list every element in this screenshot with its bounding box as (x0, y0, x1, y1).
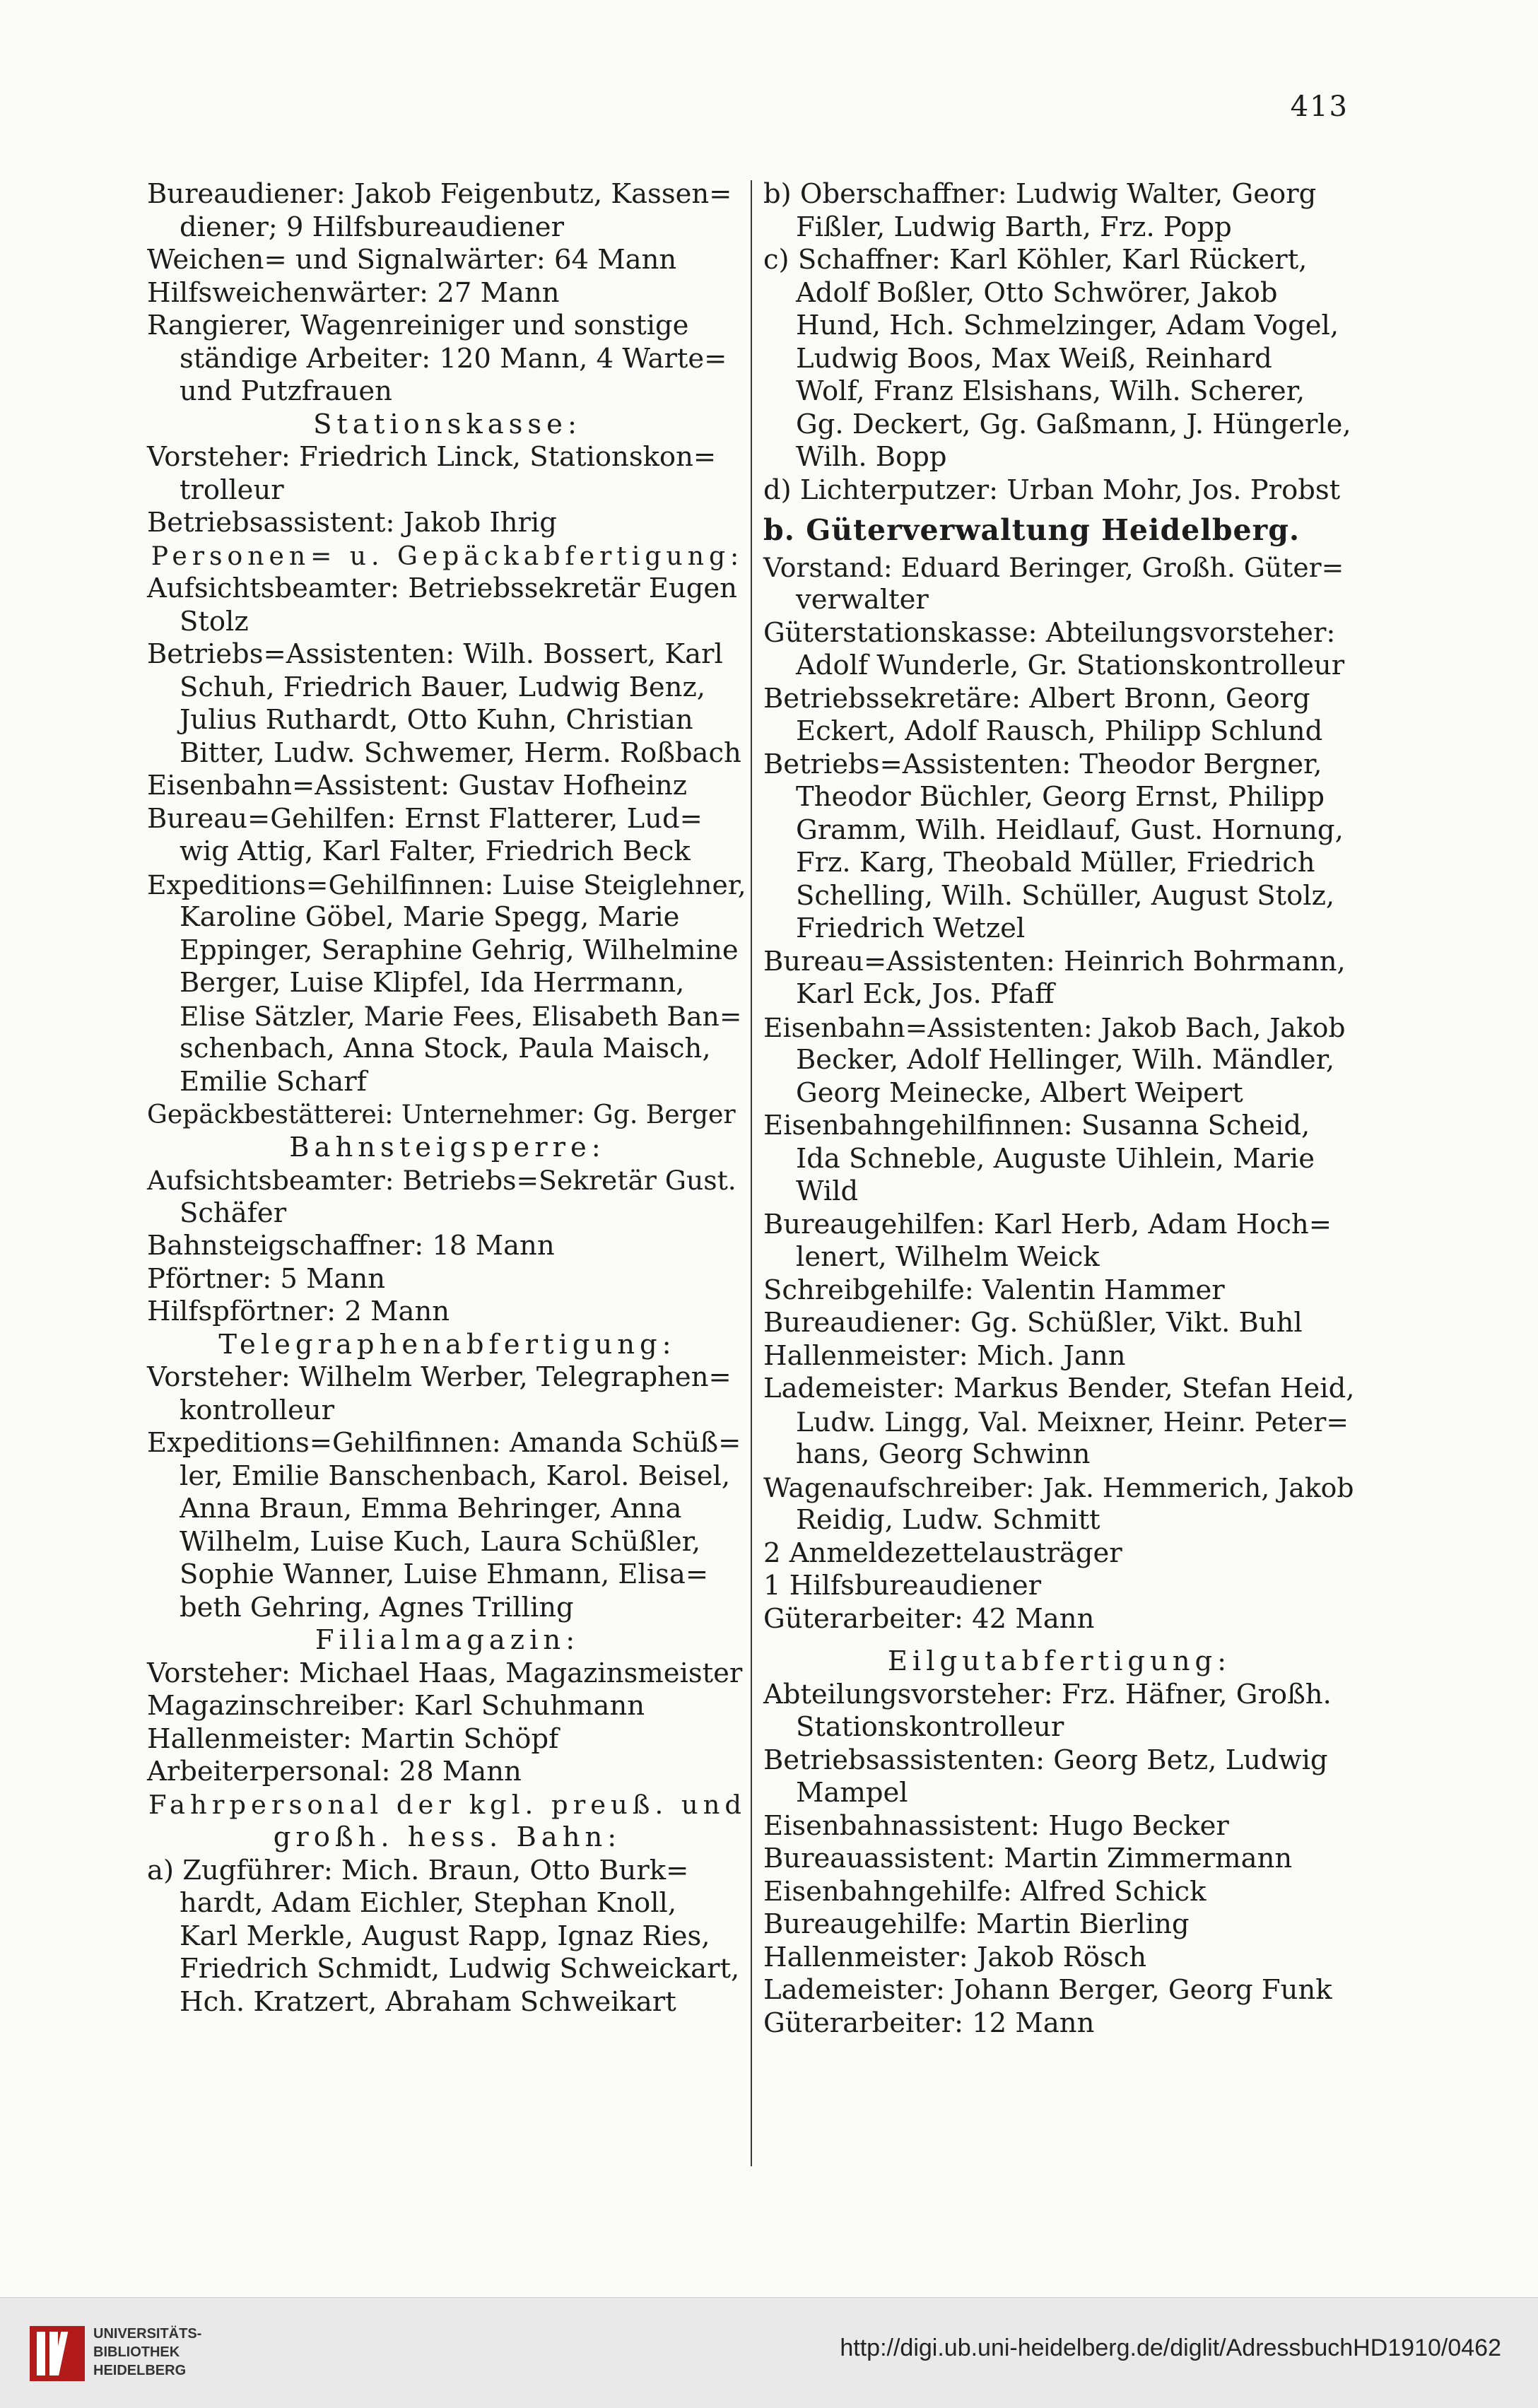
entry-line: Elise Sätzler, Marie Fees, Elisabeth Ban= (180, 1000, 742, 1032)
entry-line: Güterarbeiter: 12 Mann (763, 2007, 1095, 2039)
right-column (763, 178, 1356, 2040)
entry-line: Adolf Boßler, Otto Schwörer, Jakob (796, 276, 1278, 309)
entry-line: schenbach, Anna Stock, Paula Maisch, (180, 1033, 711, 1064)
library-name-line: UNIVERSITÄTS- (93, 2326, 202, 2342)
entry-line: Rangierer, Wagenreiniger und sonstige (147, 310, 689, 341)
subsection-title: b. Güterverwaltung Heidelberg. (763, 513, 1301, 547)
entry-line: Stationskontrolleur (796, 1711, 1064, 1743)
entry-line: Wilhelm, Luise Kuch, Laura Schüßler, (180, 1525, 701, 1558)
entry-line: Karoline Göbel, Marie Spegg, Marie (180, 901, 680, 933)
entry-line: c) Schaffner: Karl Köhler, Karl Rückert, (763, 244, 1308, 276)
entry-line: hardt, Adam Eichler, Stephan Knoll, (180, 1887, 677, 1919)
entry-line: Mampel (796, 1777, 908, 1809)
entry-line: verwalter (796, 584, 929, 616)
entry-line: ler, Emilie Banschenbach, Karol. Beisel, (180, 1460, 731, 1492)
section-heading: Eilgutabfertigung: (887, 1645, 1232, 1677)
entry-line: lenert, Wilhelm Weick (796, 1241, 1100, 1273)
entry-line: Hallenmeister: Jakob Rösch (763, 1941, 1147, 1973)
university-library-logo-icon (30, 2326, 85, 2381)
entry-line: Pförtner: 5 Mann (147, 1262, 386, 1295)
entry-line: Expeditions=Gehilfinnen: Amanda Schüß= (147, 1427, 741, 1459)
entry-line: Bahnsteigschaffner: 18 Mann (147, 1230, 555, 1262)
source-url-link[interactable]: http://digi.ub.uni-heidelberg.de/diglit/AdressbuchHD1910/0462 (840, 2334, 1501, 2361)
entry-line: trolleur (180, 474, 284, 506)
entry-line: Aufsichtsbeamter: Betriebs=Sekretär Gust. (147, 1165, 736, 1196)
entry-line: Hund, Hch. Schmelzinger, Adam Vogel, (796, 310, 1339, 341)
entry-line: 1 Hilfsbureaudiener (763, 1570, 1042, 1602)
entry-line: Hallenmeister: Martin Schöpf (147, 1722, 559, 1755)
entry-line: Schelling, Wilh. Schüller, August Stolz, (796, 879, 1335, 912)
entry-line: kontrolleur (180, 1394, 334, 1426)
entry-line: Gramm, Wilh. Heidlauf, Gust. Hornung, (796, 814, 1344, 846)
library-name-line: HEIDELBERG (93, 2363, 187, 2378)
entry-line: Bureaudiener: Jakob Feigenbutz, Kassen= (147, 178, 732, 210)
entry-line: Bureauassistent: Martin Zimmermann (763, 1843, 1293, 1874)
entry-line: Ludw. Lingg, Val. Meixner, Heinr. Peter= (796, 1406, 1349, 1438)
entry-line: Eisenbahngehilfe: Alfred Schick (763, 1875, 1207, 1908)
entry-line: a) Zugführer: Mich. Braun, Otto Burk= (147, 1854, 689, 1886)
entry-line: ständige Arbeiter: 120 Mann, 4 Warte= (180, 342, 727, 375)
entry-line: Vorsteher: Wilhelm Werber, Telegraphen= (147, 1361, 732, 1393)
entry-line: Betriebs=Assistenten: Wilh. Bossert, Karl (147, 638, 723, 670)
entry-line: Bureau=Gehilfen: Ernst Flatterer, Lud= (147, 802, 703, 835)
entry-line: Eppinger, Seraphine Gehrig, Wilhelmine (180, 934, 739, 966)
entry-line: Arbeiterpersonal: 28 Mann (147, 1756, 522, 1787)
entry-line: Eisenbahn=Assistenten: Jakob Bach, Jakob (763, 1011, 1346, 1043)
library-name (93, 2325, 201, 2380)
entry-line: Hch. Kratzert, Abraham Schweikart (180, 1985, 676, 2018)
entry-line: Betriebs=Assistenten: Theodor Bergner, (763, 748, 1322, 780)
entry-line: Becker, Adolf Hellinger, Wilh. Mändler, (796, 1044, 1335, 1076)
entry-line: Schäfer (180, 1197, 287, 1229)
section-heading: Bahnsteigsperre: (289, 1131, 606, 1163)
entry-line: Wilh. Bopp (796, 441, 947, 473)
entry-line: Vorsteher: Friedrich Linck, Stationskon= (147, 441, 717, 473)
entry-line: Adolf Wunderle, Gr. Stationskontrolleur (796, 650, 1345, 681)
entry-line: Betriebsassistent: Jakob Ihrig (147, 507, 557, 539)
entry-line: hans, Georg Schwinn (796, 1438, 1091, 1470)
entry-line: Expeditions=Gehilfinnen: Luise Steiglehner, (147, 869, 746, 900)
entry-line: Bureaudiener: Gg. Schüßler, Vikt. Buhl (763, 1307, 1303, 1339)
entry-line: Vorsteher: Michael Haas, Magazinsmeister (147, 1657, 743, 1689)
column-divider (751, 180, 752, 2166)
entry-line: b) Oberschaffner: Ludwig Walter, Georg (763, 178, 1317, 210)
section-heading: Stationskasse: (313, 408, 582, 440)
entry-line: Betriebsassistenten: Georg Betz, Ludwig (763, 1744, 1328, 1776)
library-name-line: BIBLIOTHEK (93, 2344, 180, 2360)
entry-line: Fißler, Ludwig Barth, Frz. Popp (796, 211, 1232, 243)
entry-line: Eisenbahngehilfinnen: Susanna Scheid, (763, 1110, 1310, 1141)
entry-line: Ida Schneble, Auguste Uihlein, Marie (796, 1142, 1315, 1175)
entry-line: Wild (796, 1175, 859, 1207)
entry-line: Eckert, Adolf Rausch, Philipp Schlund (796, 715, 1323, 747)
entry-line: Georg Meinecke, Albert Weipert (796, 1076, 1243, 1109)
entry-line: Bitter, Ludw. Schwemer, Herm. Roßbach (180, 736, 741, 769)
entry-line: Sophie Wanner, Luise Ehmann, Elisa= (180, 1558, 709, 1590)
entry-line: Berger, Luise Klipfel, Ida Herrmann, (180, 967, 685, 999)
entry-line: Lademeister: Markus Bender, Stefan Heid, (763, 1373, 1355, 1404)
entry-line: 2 Anmeldezettelausträger (763, 1537, 1122, 1569)
entry-line: Friedrich Schmidt, Ludwig Schweickart, (180, 1953, 740, 1985)
entry-line: Friedrich Wetzel (796, 912, 1026, 944)
entry-line: Ludwig Boos, Max Weiß, Reinhard (796, 342, 1272, 375)
section-heading: Personen= u. Gepäckabfertigung: (151, 541, 744, 571)
entry-line: Stolz (180, 605, 249, 638)
section-heading: großh. hess. Bahn: (273, 1821, 622, 1853)
entry-line: Bureaugehilfe: Martin Bierling (763, 1908, 1190, 1940)
section-heading: Telegraphenabfertigung: (218, 1328, 676, 1361)
entry-line: Aufsichtsbeamter: Betriebssekretär Eugen (147, 572, 737, 604)
entry-line: diener; 9 Hilfsbureaudiener (180, 211, 564, 243)
entry-line: Hilfsweichenwärter: 27 Mann (147, 276, 560, 309)
entry-line: Gepäckbestätterei: Unternehmer: Gg. Berger (147, 1100, 736, 1129)
entry-line: Bureau=Assistenten: Heinrich Bohrmann, (763, 945, 1346, 977)
entry-line: Magazinschreiber: Karl Schuhmann (147, 1690, 645, 1722)
entry-line: Weichen= und Signalwärter: 64 Mann (147, 244, 677, 276)
entry-line: Karl Eck, Jos. Pfaff (796, 978, 1055, 1010)
entry-line: Schuh, Friedrich Bauer, Ludwig Benz, (180, 671, 706, 703)
entry-line: wig Attig, Karl Falter, Friedrich Beck (180, 835, 691, 867)
entry-line: Julius Ruthardt, Otto Kuhn, Christian (180, 704, 693, 736)
entry-line: Güterstationskasse: Abteilungsvorsteher: (763, 616, 1336, 649)
entry-line: Güterarbeiter: 42 Mann (763, 1602, 1095, 1635)
entry-line: Anna Braun, Emma Behringer, Anna (180, 1493, 682, 1525)
entry-line: Wolf, Franz Elsishans, Wilh. Scherer, (796, 375, 1305, 407)
entry-line: Gg. Deckert, Gg. Gaßmann, J. Hüngerle, (796, 408, 1351, 440)
footer-bar (0, 2297, 1538, 2408)
entry-line: Schreibgehilfe: Valentin Hammer (763, 1274, 1225, 1306)
entry-line: Reidig, Ludw. Schmitt (796, 1504, 1100, 1536)
entry-line: Lademeister: Johann Berger, Georg Funk (763, 1974, 1332, 2006)
entry-line: Eisenbahn=Assistent: Gustav Hofheinz (147, 770, 688, 801)
entry-line: Theodor Büchler, Georg Ernst, Philipp (796, 781, 1325, 813)
page-number: 413 (1290, 90, 1349, 123)
entry-line: Frz. Karg, Theobald Müller, Friedrich (796, 847, 1315, 879)
entry-line: Karl Merkle, August Rapp, Ignaz Ries, (180, 1920, 710, 1952)
entry-line: und Putzfrauen (180, 375, 392, 407)
entry-line: Hilfspförtner: 2 Mann (147, 1296, 450, 1327)
entry-line: Abteilungsvorsteher: Frz. Häfner, Großh. (763, 1678, 1332, 1710)
section-heading: Fahrpersonal der kgl. preuß. und (148, 1789, 747, 1820)
entry-line: Emilie Scharf (180, 1065, 367, 1098)
entry-line: beth Gehring, Agnes Trilling (180, 1591, 574, 1623)
left-column (147, 178, 748, 2019)
entry-line: Betriebssekretäre: Albert Bronn, Georg (763, 682, 1310, 715)
entry-line: Eisenbahnassistent: Hugo Becker (763, 1809, 1229, 1842)
entry-line: d) Lichterputzer: Urban Mohr, Jos. Probst (763, 474, 1341, 506)
entry-line: Bureaugehilfen: Karl Herb, Adam Hoch= (763, 1208, 1332, 1240)
entry-line: Vorstand: Eduard Beringer, Großh. Güter= (763, 551, 1344, 583)
entry-line: Wagenaufschreiber: Jak. Hemmerich, Jakob (763, 1472, 1354, 1503)
section-heading: Filialmagazin: (315, 1624, 580, 1656)
entry-line: Hallenmeister: Mich. Jann (763, 1339, 1126, 1372)
